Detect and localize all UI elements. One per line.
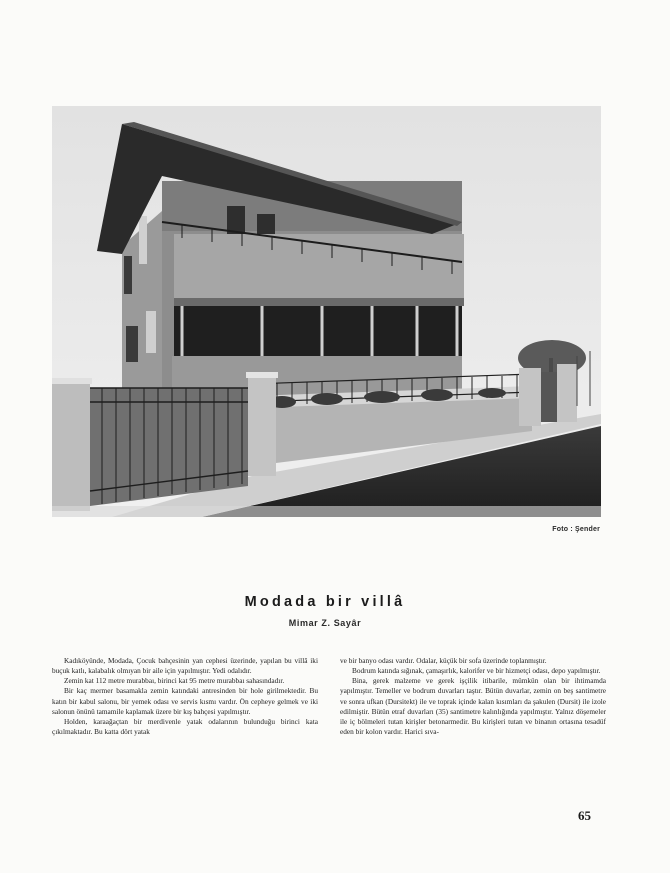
article-author: Mimar Z. Sayâr: [288, 618, 362, 628]
villa-photograph: [52, 106, 601, 517]
article-title: Modada bir villâ: [244, 594, 406, 610]
photo-credit: Foto : Şender: [552, 526, 600, 533]
text-column-right: [340, 656, 606, 737]
paragraph: Kadıköyünde, Modada, Çocuk bahçesinin yan cephesi üzerinde, yapılan bu villâ iki buçuk katlı, kalabalık olmıyan bir aile için yapılmıştır. Yedi odalıdır.: [52, 656, 318, 676]
paragraph: Zemin kat 112 metre murabbaı, birinci kat 95 metre murabbaı sahasındadır.: [64, 676, 285, 686]
text-column-left: [52, 656, 318, 737]
page-number: 65: [578, 808, 591, 823]
paragraph: Bina, gerek malzeme ve gerek işçilik itibarile, mümkün olan bir ihtimamda yapılmıştır. Temeller ve bodrum duvarları taştır. Bütün duvarlar, zemin on beş santimetre ve sonra ufkan (Dursitekt) ile ve toprak içinde kalan kısımları da şakulen (Dursit) ile izole edilmiştir. Bütün etraf duvarları (35) santimetre kalınlığında yapılmıştır. Yalnız döşemeler ile iç bölmeleri tutan kirişler betonarmedir. Bu kirişleri tutan ve binanın ortasına tesadüf eden bir kolon vardır. Harici sıva-: [340, 676, 606, 737]
paragraph: Bir kaç mermer basamakla zemin katındaki antresinden bir hole girilmektedir. Bu katın bir kabul salonu, bir yemek odası ve servis kısmı vardır. Ön cepheye gelmek ve iki salonun önünü tamamile kaplamak üzere bir kış bahçesi yapılmıştır.: [52, 686, 318, 716]
paragraph: Bodrum katında sığınak, çamaşırlık, kalorifer ve bir hizmetçi odası, depo yapılmıştır.: [352, 666, 601, 676]
house-photo-icon: [52, 106, 601, 517]
paragraph: ve bir banyo odası vardır. Odalar, küçük bir sofa üzerinde toplanmıştır.: [340, 656, 547, 665]
paragraph: Holden, karaağaçtan bir merdivenle yatak odalarının bulunduğu birinci kata çıkılmaktadır. Bu katta dört yatak: [52, 716, 318, 737]
